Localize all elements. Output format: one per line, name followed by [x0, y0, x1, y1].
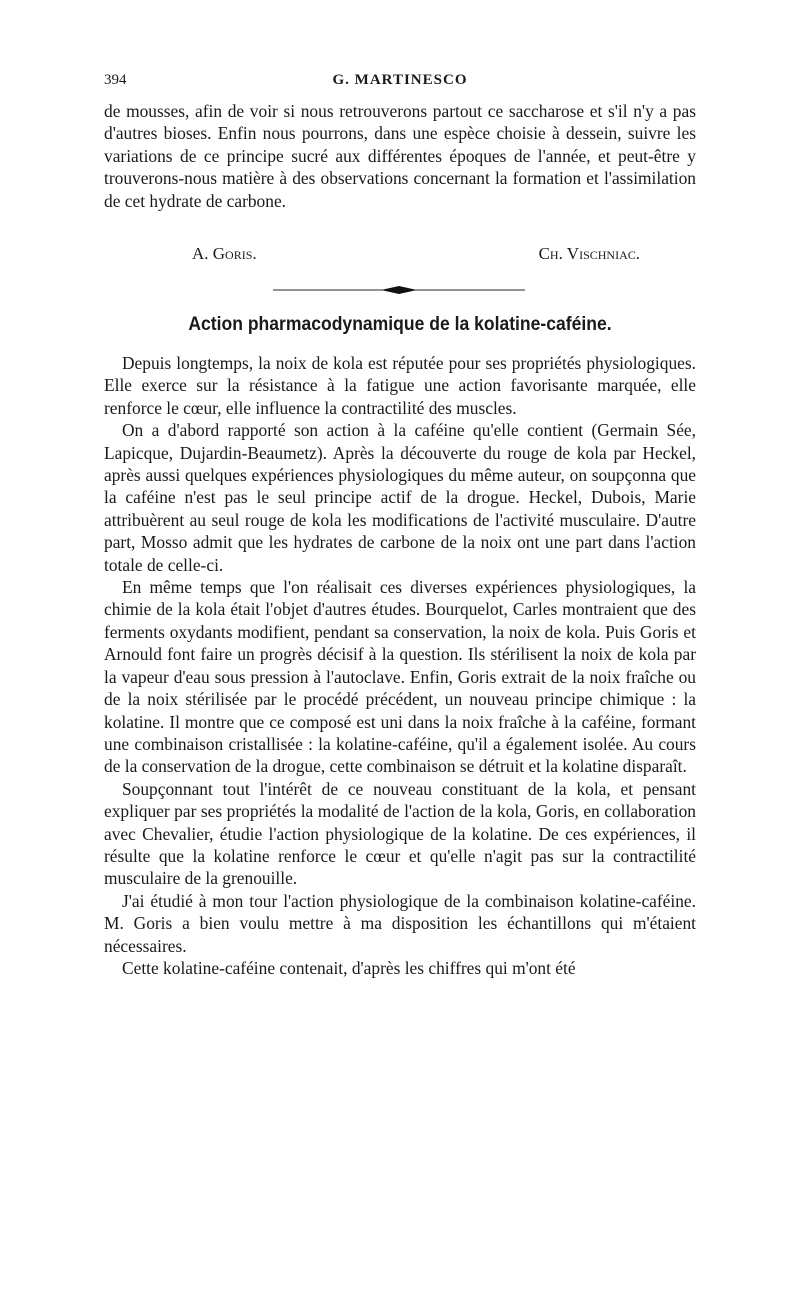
paragraph-1: Depuis longtemps, la noix de kola est réputée pour ses propriétés physiologiques. Elle exerce sur la résistance à la fatigue une action favorisante marquée, elle renforce le cœur, elle influence la contractilité des muscles.: [104, 353, 696, 418]
section-title: Action pharmacodynamique de la kolatine-caféine.: [188, 313, 612, 335]
running-header: [104, 72, 696, 94]
author-signature-vischniac: Ch. Vischniac.: [538, 244, 640, 263]
intro-block: [104, 100, 696, 212]
page-number: 394: [104, 72, 127, 88]
paragraph-3: En même temps que l'on réalisait ces diverses expériences physiologiques, la chimie de la kola était l'objet d'autres études. Bourquelot, Carles montraient que des ferments oxydants modifient, pendant sa conservation, la noix de kola. Puis Goris et Arnould font faire un progrès décisif à la question. Ils stérilisent la noix de kola par la vapeur d'eau sous pression à l'autoclave. Enfin, Goris extrait de la noix fraîche ou de la noix stérilisée par le procédé précédent, un nouveau principe chimique : la kolatine. Il montre que ce composé est uni dans la noix fraîche à la caféine, formant une combinaison cristallisée : la kolatine-caféine, qu'il a également isolée. Au cours de la conservation de la drogue, cette combinaison se détruit et la kolatine disparaît.: [104, 577, 696, 777]
running-title: G. MARTINESCO: [332, 72, 468, 88]
paragraph-4: Soupçonnant tout l'intérêt de ce nouveau constituant de la kola, et pensant expliquer par ses propriétés la modalité de l'action de la kola, Goris, en collaboration avec Chevalier, étudie l'action physiologique de la kolatine. De ces expériences, il résulte que la kolatine renforce le cœur et qu'elle n'agit pas sur la contractilité musculaire de la grenouille.: [104, 778, 696, 889]
paragraph-6: Cette kolatine-caféine contenait, d'après les chiffres qui m'ont été: [122, 957, 576, 978]
intro-paragraph: de mousses, afin de voir si nous retrouverons partout ce saccharose et s'il n'y a pas d'autres bioses. Enfin nous pourrons, dans une espèce choisie à dessein, suivre les variations de ce principe sucré aux différentes époques de l'année, et peut-être y trouverons-nous matière à des observations concernant la formation et l'assimilation de cet hydrate de carbone.: [104, 101, 696, 211]
signature-line: [104, 244, 696, 268]
paragraph-2: On a d'abord rapporté son action à la caféine qu'elle contient (Germain Sée, Lapicque, Dujardin-Beaumetz). Après la découverte du rouge de kola par Heckel, après aussi quelques expériences physiologiques du même auteur, on soupçonna que la caféine n'est pas le seul principe actif de la drogue. Heckel, Dubois, Marie attribuèrent au seul rouge de kola les modifications de l'activité musculaire. D'autre part, Mosso admit que les hydrates de carbone de la noix ont une part dans l'action totale de celle-ci.: [104, 420, 696, 575]
author-signature-goris: A. Goris.: [192, 244, 257, 263]
paragraph-5: J'ai étudié à mon tour l'action physiologique de la combinaison kolatine-caféine. M. Goris a bien voulu mettre à ma disposition les échantillons qui m'étaient nécessaires.: [104, 890, 696, 956]
section-divider-ornament: [273, 284, 525, 296]
article-body: [104, 352, 696, 979]
